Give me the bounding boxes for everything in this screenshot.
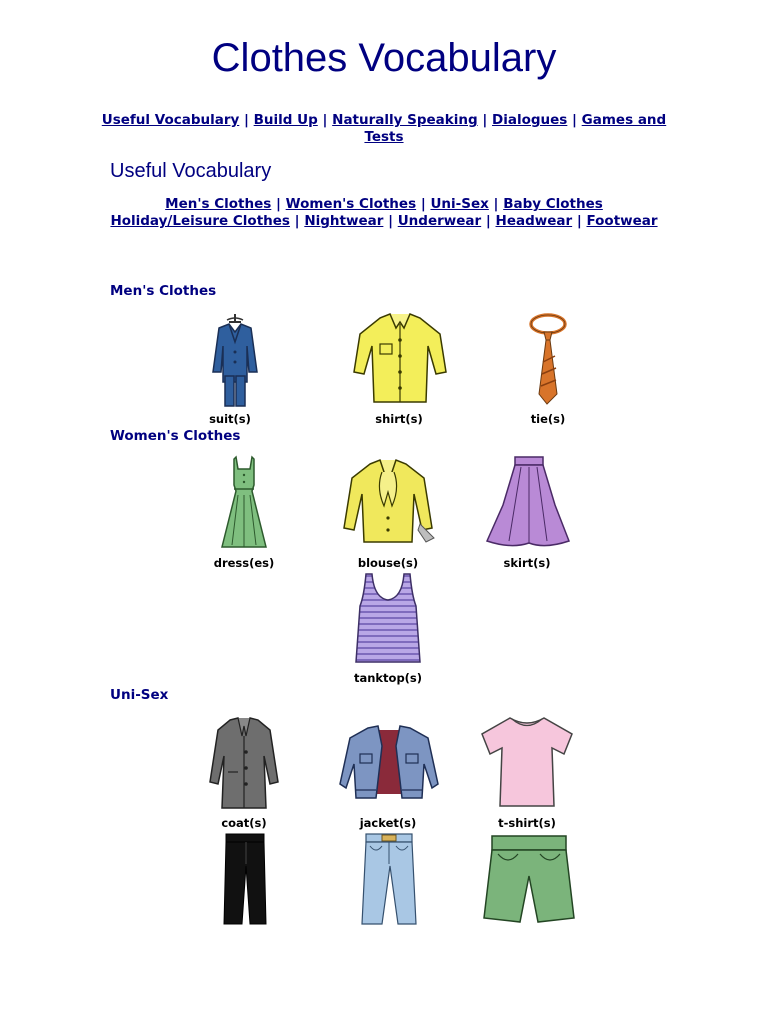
- nav-separator: |: [482, 112, 488, 128]
- nav-separator: |: [276, 196, 281, 212]
- jeans-icon: [356, 832, 422, 926]
- shorts-icon: [482, 832, 576, 926]
- item-label-tanktop: tanktop(s): [353, 671, 423, 685]
- nav-separator: |: [485, 213, 491, 229]
- section-heading: Useful Vocabulary: [110, 160, 272, 182]
- nav-link-dialogues[interactable]: Dialogues: [492, 112, 568, 128]
- category-link-unisex[interactable]: Uni-Sex: [430, 196, 489, 212]
- item-label-coat: coat(s): [221, 816, 267, 830]
- skirt-icon: [485, 455, 571, 551]
- suit-icon: [205, 312, 265, 408]
- item-label-dress: dress(es): [213, 556, 275, 570]
- nav-separator: |: [420, 196, 426, 212]
- item-label-tie: tie(s): [530, 412, 566, 426]
- dress-icon: [218, 455, 270, 551]
- item-label-tshirt: t-shirt(s): [498, 816, 556, 830]
- trousers-icon: [220, 832, 270, 926]
- nav-separator: |: [244, 112, 249, 128]
- tie-icon: [525, 312, 571, 408]
- item-label-suit: suit(s): [209, 412, 251, 426]
- category-title-womens: Women's Clothes: [110, 428, 241, 444]
- category-nav-row-2: [90, 213, 678, 230]
- blouse-icon: [336, 458, 440, 550]
- nav-separator: |: [576, 213, 582, 229]
- category-link-footwear[interactable]: Footwear: [586, 213, 658, 229]
- item-label-blouse: blouse(s): [357, 556, 419, 570]
- tanktop-icon: [350, 572, 426, 666]
- category-link-headwear[interactable]: Headwear: [495, 213, 573, 229]
- top-navigation: [100, 112, 668, 146]
- nav-separator: |: [322, 112, 328, 128]
- category-link-nightwear[interactable]: Nightwear: [304, 213, 384, 229]
- category-title-mens: Men's Clothes: [110, 283, 217, 299]
- category-link-mens[interactable]: Men's Clothes: [165, 196, 272, 212]
- category-link-underwear[interactable]: Underwear: [397, 213, 482, 229]
- coat-icon: [206, 716, 282, 810]
- item-label-shirt: shirt(s): [375, 412, 423, 426]
- nav-link-games-and-tests[interactable]: Games and Tests: [364, 112, 667, 145]
- item-label-jacket: jacket(s): [359, 816, 417, 830]
- shirt-icon: [350, 312, 450, 408]
- jacket-icon: [338, 724, 440, 802]
- category-link-holiday-leisure[interactable]: Holiday/Leisure Clothes: [110, 213, 290, 229]
- category-nav-row-1: [90, 196, 678, 213]
- category-title-unisex: Uni-Sex: [110, 687, 169, 703]
- page-title: Clothes Vocabulary: [211, 36, 557, 80]
- nav-separator: |: [572, 112, 577, 128]
- nav-link-naturally-speaking[interactable]: Naturally Speaking: [332, 112, 478, 128]
- nav-separator: |: [388, 213, 394, 229]
- category-link-womens[interactable]: Women's Clothes: [285, 196, 417, 212]
- item-label-skirt: skirt(s): [503, 556, 551, 570]
- category-link-baby[interactable]: Baby Clothes: [503, 196, 603, 212]
- category-navigation: [90, 196, 678, 230]
- nav-link-build-up[interactable]: Build Up: [253, 112, 318, 128]
- nav-separator: |: [294, 213, 300, 229]
- nav-link-useful-vocabulary[interactable]: Useful Vocabulary: [101, 112, 240, 128]
- tshirt-icon: [478, 714, 576, 810]
- nav-separator: |: [493, 196, 499, 212]
